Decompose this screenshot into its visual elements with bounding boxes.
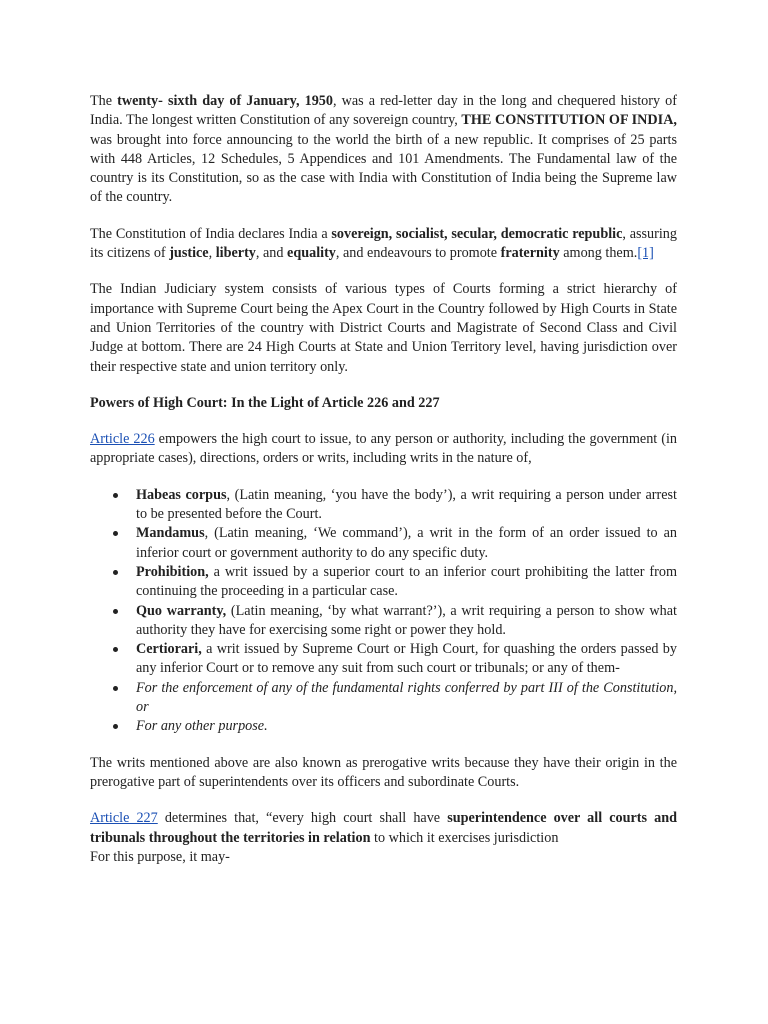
writ-item-quo-warranty: Quo warranty, (Latin meaning, ‘by what warrant?’), a writ requiring a person to show what authority they have for exercising some right or power they hold. [136,602,677,641]
article-227-link[interactable]: Article 227 [90,810,158,827]
writ-item-habeas-corpus: Habeas corpus, (Latin meaning, ‘you have the body’), a writ requiring a person under arrest to be presented before the Court. [136,486,677,525]
writ-item-prohibition: Prohibition, a writ issued by a superior court to an inferior court prohibiting the latter from continuing the proceeding in a particular case. [136,563,677,602]
article-227-paragraph: Article 227 determines that, “every high court shall have superintendence over all courts and tribunals throughout the territories in relation to which it exercises jurisdiction [90,810,678,846]
article-226-link[interactable]: Article 226 [90,431,155,448]
judiciary-paragraph: The Indian Judiciary system consists of various types of Courts forming a strict hierarchy of importance with Supreme Court being the Apex Court in the Country followed by High Courts in State and Union Territories of the country with District Courts and Magistrate of Second Class and Civil Judge at bottom. There are 24 High Courts at State and Union Territory level, having jurisdiction over their respective state and union territory only. [90,281,677,375]
intro-paragraph: The twenty- sixth day of January, 1950, was a red-letter day in the long and chequered history of India. The longest written Constitution of any sovereign country, THE CONSTITUTION OF INDIA, was brought into force announcing to the world the birth of a new republic. It comprises of 25 parts with 448 Articles, 12 Schedules, 5 Appendices and 101 Amendments. The Fundamental law of the country is its Constitution, so as the case with India with Constitution of India being the Supreme law of the country. [90,93,677,206]
footnote-link[interactable]: [1] [637,245,654,262]
writ-item-certiorari: Certiorari, a writ issued by Supreme Court or High Court, for quashing the orders passed by any inferior Court or to remove any suit from such court or tribunals; or any of them- [136,640,677,679]
purpose-item-other: For any other purpose. [136,717,677,736]
purpose-intro-line: For this purpose, it may- [90,848,230,865]
article-226-paragraph: Article 226 empowers the high court to issue, to any person or authority, including the government (in appropriate cases), directions, orders or writs, including writs in the nature of, [90,431,677,467]
purpose-item-fundamental-rights: For the enforcement of any of the fundamental rights conferred by part III of the Constitution, or [136,679,677,718]
document-page [90,92,677,867]
writs-list [90,486,677,737]
prerogative-writs-paragraph: The writs mentioned above are also known as prerogative writs because they have their origin in the prerogative part of superintendents over its officers and subordinate Courts. [90,754,677,790]
constitution-declaration-paragraph: The Constitution of India declares India a sovereign, socialist, secular, democratic republic, assuring its citizens of justice, liberty, and equality, and endeavours to promote fraternity among them.[1] [90,225,677,262]
writ-item-mandamus: Mandamus, (Latin meaning, ‘We command’), a writ in the form of an order issued to an inferior court or government authority to do any specific duty. [136,524,677,563]
section-heading: Powers of High Court: In the Light of Article 226 and 227 [90,394,440,411]
